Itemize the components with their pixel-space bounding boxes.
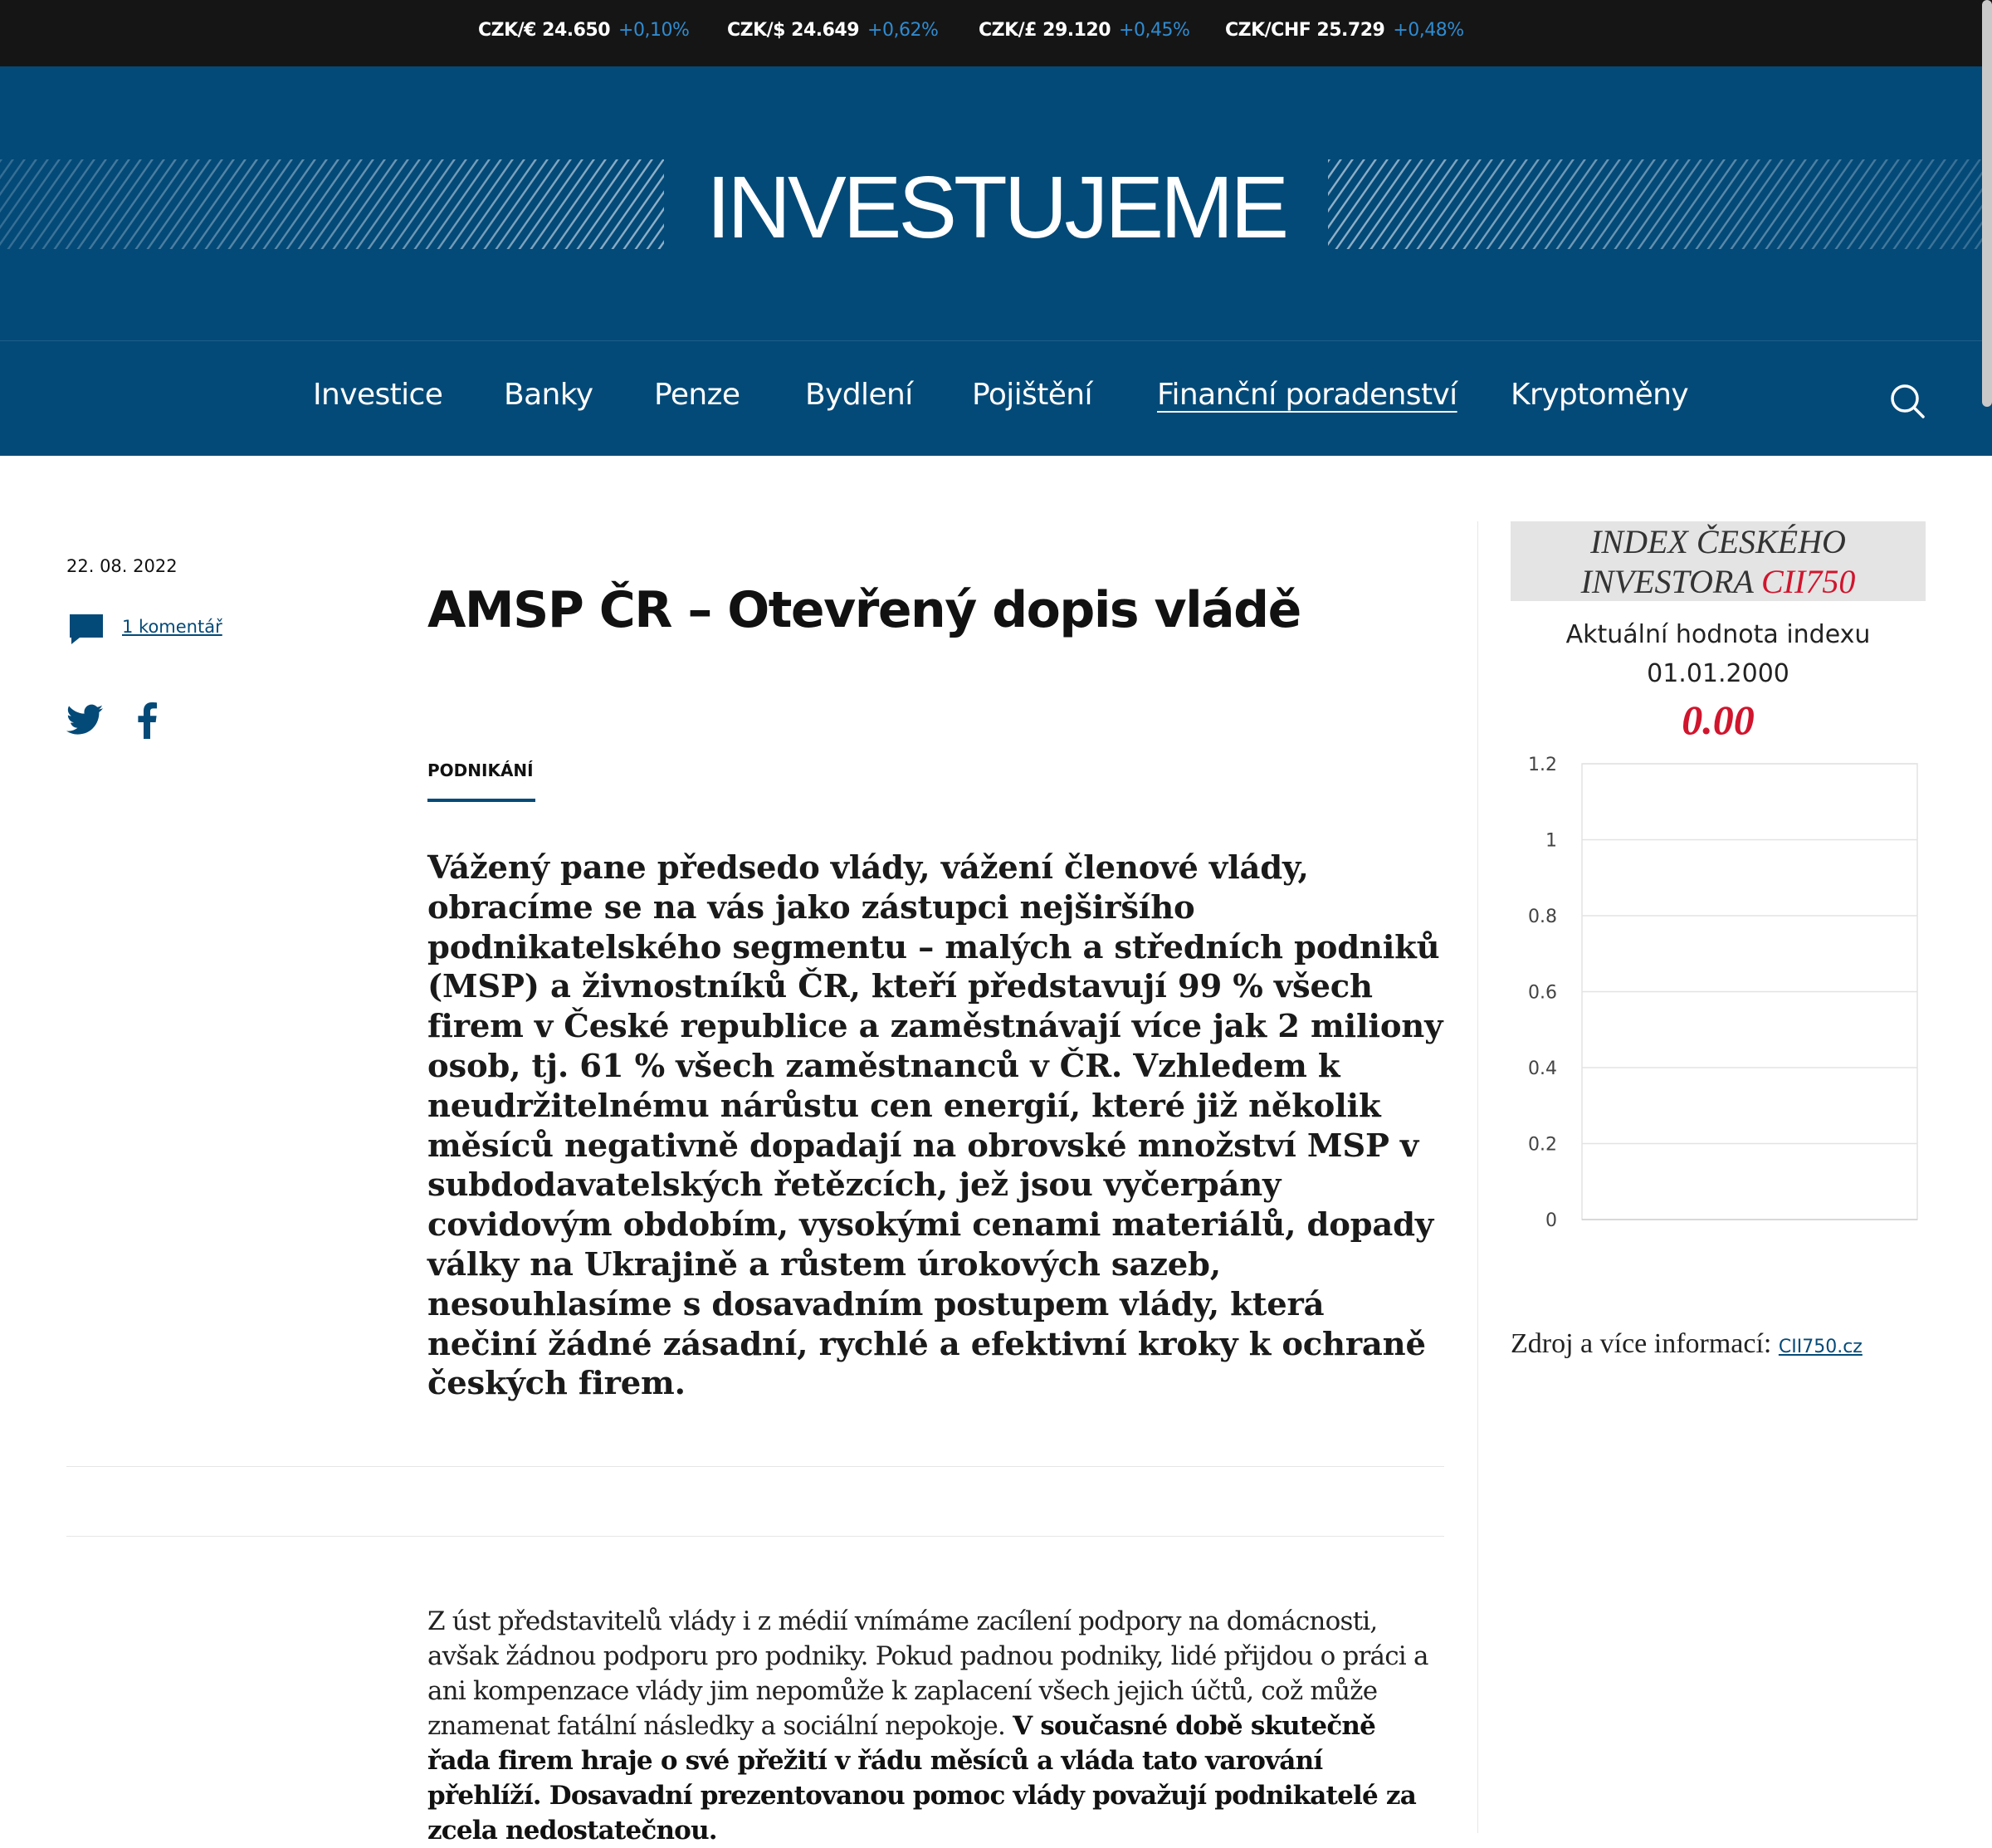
facebook-icon[interactable] <box>136 702 158 739</box>
widget-value: 0.00 <box>1682 697 1755 743</box>
divider <box>66 1466 1444 1467</box>
article-date: 22. 08. 2022 <box>66 556 178 576</box>
y-tick-label: 1 <box>1545 830 1557 852</box>
site-logo[interactable]: INVESTUJEME <box>706 159 1286 257</box>
nav-item-kryptomeny[interactable]: Kryptoměny <box>1511 378 1689 412</box>
nav-item-bydleni[interactable]: Bydlení <box>805 378 913 412</box>
comment-icon[interactable] <box>68 613 105 646</box>
ticker-item-chf: CZK/CHF 25.729 +0,48% <box>1225 20 1464 41</box>
article-lead: Vážený pane předsedo vlády, vážení členové vlády, obracíme se na vás jako zástupci nejširšího podnikatelského segmentu – malých a středních podniků (MSP) a živnostníků ČR, kteří představují 99 % všech firem v České republice a zaměstnávají více jak 2 miliony osob, tj. 61 % všech zaměstnanců v ČR. Vzhledem k neudržitelnému nárůstu cen energií, které již několik měsíců negativně dopadají na obrovské množství MSP v subdodavatelských řetězcích, jež jsou vyčerpány covidovým obdobím, vysokými cenami materiálů, dopady války na Ukrajině a růstem úrokových sazeb, nesouhlasíme s dosavadním postupem vlády, která nečiní žádné zásadní, rychlé a efektivní kroky k ochraně českých firem. <box>427 849 1443 1403</box>
ticker-change: +0,45% <box>1119 20 1190 41</box>
main-navigation <box>0 341 1992 456</box>
ticker-item-usd: CZK/$ 24.649 +0,62% <box>727 20 939 41</box>
twitter-icon[interactable] <box>66 704 103 736</box>
index-widget-title <box>1511 521 1926 601</box>
y-tick-label: 0.4 <box>1528 1058 1557 1079</box>
y-tick-label: 0.8 <box>1528 907 1557 927</box>
article-body <box>427 1604 1444 1848</box>
widget-brand: CII750 <box>1761 563 1856 600</box>
widget-title-line1: INDEX ČESKÉHO <box>1590 523 1846 560</box>
widget-date: 01.01.2000 <box>1647 659 1789 688</box>
widget-subtitle: Aktuální hodnota indexu <box>1565 620 1871 649</box>
index-chart <box>1511 747 1926 1245</box>
widget-title-line2: INVESTORA CII750 <box>1580 563 1856 600</box>
article-body-plain: Z úst představitelů vlády i z médií vnímáme zacílení podpory na domácnosti, avšak žádnou podporu pro podniky. Pokud padnou podniky, lidé přijdou o práci a ani kompenzace vlády jim nepomůže k zaplacení všech jejich účtů, což může znamenat fatální následky a sociální nepokoje. <box>427 1606 1428 1741</box>
article-title: AMSP ČR – Otevřený dopis vládě <box>427 581 1301 639</box>
divider <box>66 1536 1444 1537</box>
scrollbar[interactable] <box>1982 0 1992 407</box>
ticker-change: +0,62% <box>867 20 939 41</box>
category-tag[interactable]: PODNIKÁNÍ <box>427 760 534 780</box>
y-tick-label: 0.2 <box>1528 1134 1557 1156</box>
y-tick-label: 1.2 <box>1528 755 1557 775</box>
ticker-item-gbp: CZK/£ 29.120 +0,45% <box>979 20 1190 41</box>
source-info: Zdroj a více informací: CII750.cz <box>1511 1328 1863 1359</box>
ticker-change: +0,10% <box>618 20 690 41</box>
category-underline <box>427 799 535 802</box>
ticker-change: +0,48% <box>1393 20 1464 41</box>
currency-ticker <box>0 0 1992 66</box>
sidebar-divider <box>1477 521 1478 1833</box>
y-tick-label: 0 <box>1545 1210 1557 1231</box>
nav-item-banky[interactable]: Banky <box>504 378 593 412</box>
source-link[interactable]: CII750.cz <box>1778 1337 1863 1357</box>
comments-link[interactable]: 1 komentář <box>122 617 222 637</box>
y-tick-label: 0.6 <box>1528 982 1557 1004</box>
search-icon[interactable] <box>1889 383 1926 419</box>
nav-item-penze[interactable]: Penze <box>654 378 740 412</box>
masthead <box>0 66 1992 340</box>
nav-item-financni-poradenstvi[interactable]: Finanční poradenství <box>1157 378 1457 412</box>
ticker-item-eur: CZK/€ 24.650 +0,10% <box>478 20 690 41</box>
nav-item-investice[interactable]: Investice <box>313 378 443 412</box>
nav-item-pojisteni[interactable]: Pojištění <box>972 378 1092 412</box>
article-body-bold: V současné době skutečně řada firem hraje o své přežití v řádu měsíců a vláda tato varování přehlíží. Dosavadní prezentovanou pomoc vlády považují podnikatelé za zcela nedostatečnou. <box>427 1711 1416 1846</box>
